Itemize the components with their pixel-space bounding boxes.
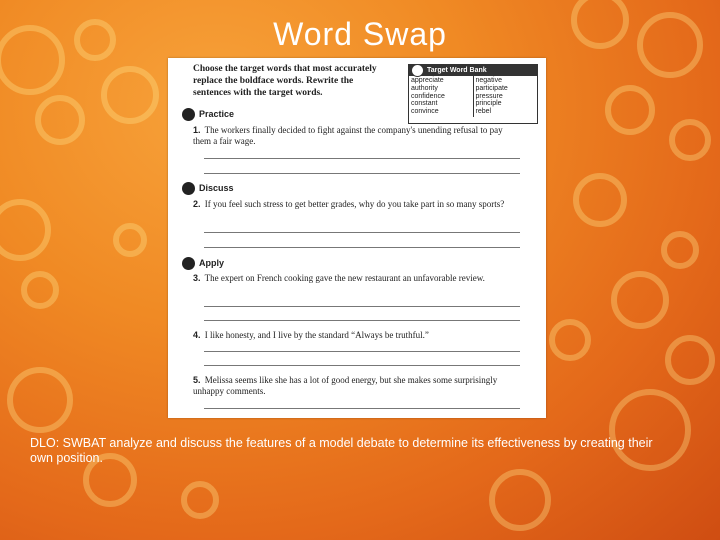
apply-icon	[182, 257, 195, 270]
word-bank-header	[409, 65, 537, 76]
section-label: Discuss	[199, 182, 234, 193]
question-text: Melissa seems like she has a lot of good energy, but she makes some surprisingly unhappy comments.	[193, 375, 498, 396]
question-text: If you feel such stress to get better grades, why do you take part in so many sports?	[204, 199, 505, 209]
section-label: Apply	[199, 257, 225, 268]
word-bank	[408, 64, 538, 124]
worksheet-instructions: Choose the target words that most accurately replace the boldface words. Rewrite the sentences with the target words.	[193, 64, 377, 98]
word-bank-column	[409, 76, 474, 117]
discuss-icon	[182, 182, 195, 195]
question-number: 5.	[193, 375, 201, 385]
question-number: 4.	[193, 330, 201, 340]
answer-line	[204, 173, 520, 174]
question-number: 1.	[193, 125, 201, 135]
question-text: The workers finally decided to fight against the company's unending refusal to pay them a fair wage.	[193, 125, 503, 146]
word-bank-word: constant	[411, 100, 438, 108]
answer-line	[204, 365, 520, 366]
answer-line	[204, 247, 520, 248]
answer-line	[204, 158, 520, 159]
question-5	[193, 375, 513, 397]
section-discuss	[182, 182, 234, 195]
section-practice	[182, 108, 234, 121]
answer-line	[204, 320, 520, 321]
question-text: I like honesty, and I live by the standard “Always be truthful.”	[204, 330, 429, 340]
answer-line	[204, 306, 520, 307]
question-2	[193, 199, 513, 210]
word-bank-word: appreciate	[411, 77, 444, 84]
word-bank-word: principle	[475, 100, 502, 108]
practice-icon	[182, 108, 195, 121]
word-bank-title: Target Word Bank	[427, 67, 487, 74]
question-3	[193, 273, 513, 284]
question-number: 3.	[193, 273, 201, 283]
word-bank-word: pressure	[475, 92, 503, 100]
word-bank-word: confidence	[411, 92, 445, 100]
question-4	[193, 330, 513, 341]
slide-title: Word Swap	[273, 16, 447, 52]
target-icon	[411, 64, 424, 77]
word-bank-word: rebel	[475, 108, 492, 116]
word-bank-word: convince	[411, 108, 439, 116]
word-bank-word: negative	[475, 77, 502, 84]
section-apply	[182, 257, 224, 270]
answer-line	[204, 351, 520, 352]
word-bank-column	[474, 76, 538, 117]
answer-line	[204, 408, 520, 409]
section-label: Practice	[199, 108, 235, 119]
question-text: The expert on French cooking gave the new restaurant an unfavorable review.	[204, 273, 485, 283]
question-1	[193, 125, 513, 147]
word-bank-word: participate	[475, 84, 508, 92]
question-number: 2.	[193, 199, 201, 209]
answer-line	[204, 232, 520, 233]
worksheet-image	[168, 58, 546, 418]
dlo-objective: DLO: SWBAT analyze and discuss the features of a model debate to determine its effectiveness by creating their own position.	[30, 436, 653, 465]
word-bank-word: authority	[411, 84, 438, 92]
